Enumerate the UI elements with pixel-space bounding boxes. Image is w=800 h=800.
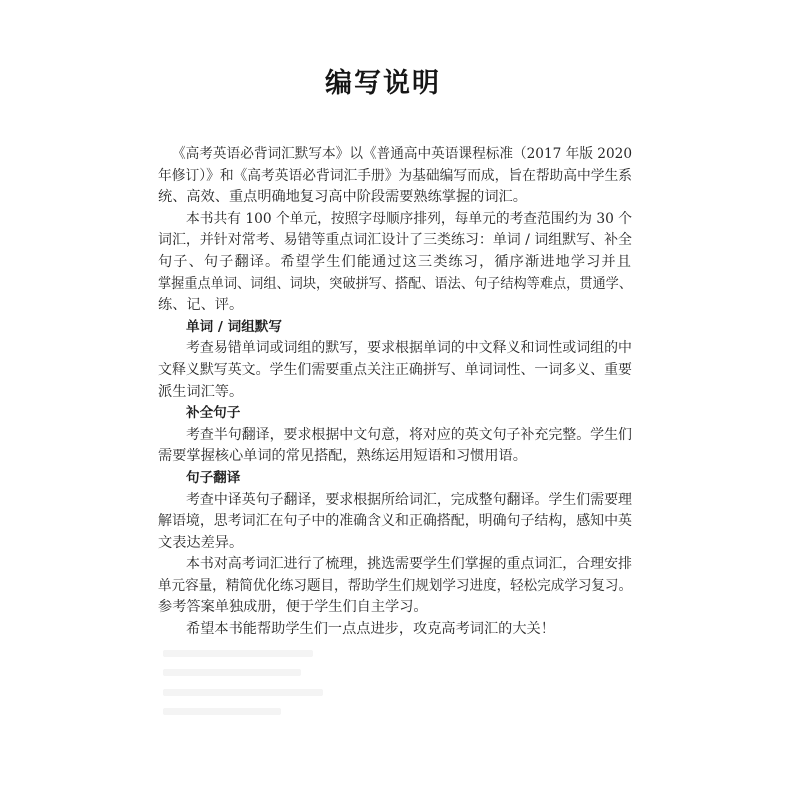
closing-line-2 xyxy=(158,576,632,598)
overview-text-1: 本书共有 100 个单元，按照字母顺序排列，每单元的考查范围约为 30 个 xyxy=(186,210,632,227)
section-3-text-1: 考查中译英句子翻译，要求根据所给词汇，完成整句翻译。学生们需要理 xyxy=(186,491,632,508)
section-heading-text: 单词 / 词组默写 xyxy=(186,318,282,335)
section-1-text-1: 考查易错单词或词组的默写，要求根据单词的中文释义和词性或词组的中 xyxy=(186,340,632,357)
section-heading-sentence-translation xyxy=(158,468,632,490)
intro-line-1 xyxy=(158,144,632,166)
section-3-line-3 xyxy=(158,533,632,555)
overview-text-3: 句子、句子翻译。希望学生们能通过这三类练习，循序渐进地学习并且 xyxy=(158,253,632,270)
closing-text-1: 本书对高考词汇进行了梳理，挑选需要学生们掌握的重点词汇，合理安排 xyxy=(186,556,632,573)
intro-text-3: 统、高效、重点明确地复习高中阶段需要熟练掌握的词汇。 xyxy=(158,189,527,206)
section-heading-text: 补全句子 xyxy=(186,405,241,422)
section-heading-word-dictation xyxy=(158,317,632,339)
wish-text-1: 希望本书能帮助学生们一点点进步，攻克高考词汇的大关！ xyxy=(186,621,555,638)
section-2-text-2: 需要掌握核心单词的常见搭配，熟练运用短语和习惯用语。 xyxy=(158,448,527,465)
closing-line-3 xyxy=(158,597,632,619)
overview-line-5 xyxy=(158,295,632,317)
overview-text-2: 词汇，并针对常考、易错等重点词汇设计了三类练习：单词 / 词组默写、补全 xyxy=(158,232,632,249)
section-3-text-3: 文表达差异。 xyxy=(158,534,244,551)
bleed-through-mark xyxy=(163,650,313,657)
intro-text-2: 年修订）》和《高考英语必背词汇手册》为基础编写而成，旨在帮助高中学生系 xyxy=(158,167,632,184)
section-heading-sentence-completion xyxy=(158,403,632,425)
overview-line-4 xyxy=(158,274,632,296)
section-1-text-3: 派生词汇等。 xyxy=(158,383,244,400)
section-2-line-2 xyxy=(158,446,632,468)
section-1-line-1 xyxy=(158,338,632,360)
section-2-line-1 xyxy=(158,425,632,447)
section-1-text-2: 文释义默写英文。学生们需要重点关注正确拼写、单词词性、一词多义、重要 xyxy=(158,361,632,378)
document-body xyxy=(158,144,632,641)
page-title: 编写说明 xyxy=(325,68,441,99)
overview-line-3 xyxy=(158,252,632,274)
section-2-text-1: 考查半句翻译，要求根据中文句意，将对应的英文句子补充完整。学生们 xyxy=(186,426,632,443)
closing-text-3: 参考答案单独成册，便于学生们自主学习。 xyxy=(158,599,428,616)
section-3-text-2: 解语境，思考词汇在句子中的准确含义和正确搭配，明确句子结构，感知中英 xyxy=(158,513,632,530)
bleed-through-mark xyxy=(163,689,323,696)
intro-line-3 xyxy=(158,187,632,209)
closing-text-2: 单元容量，精简优化练习题目，帮助学生们规划学习进度，轻松完成学习复习。 xyxy=(158,577,632,594)
section-1-line-2 xyxy=(158,360,632,382)
intro-line-2 xyxy=(158,166,632,188)
section-3-line-1 xyxy=(158,490,632,512)
bleed-through-mark xyxy=(163,708,281,715)
intro-text-1: 《高考英语必背词汇默写本》以《普通高中英语课程标准（2017 年版 2020 xyxy=(172,146,632,162)
overview-text-5: 练、记、评。 xyxy=(158,297,244,314)
section-3-line-2 xyxy=(158,511,632,533)
overview-text-4: 掌握重点单词、词组、词块，突破拼写、搭配、语法、句子结构等难点，贯通学、 xyxy=(158,275,632,292)
section-heading-text: 句子翻译 xyxy=(186,469,241,486)
wish-line-1 xyxy=(158,619,632,641)
overview-line-2 xyxy=(158,230,632,252)
closing-line-1 xyxy=(158,554,632,576)
overview-line-1 xyxy=(158,209,632,231)
bleed-through-mark xyxy=(163,669,301,676)
section-1-line-3 xyxy=(158,382,632,404)
